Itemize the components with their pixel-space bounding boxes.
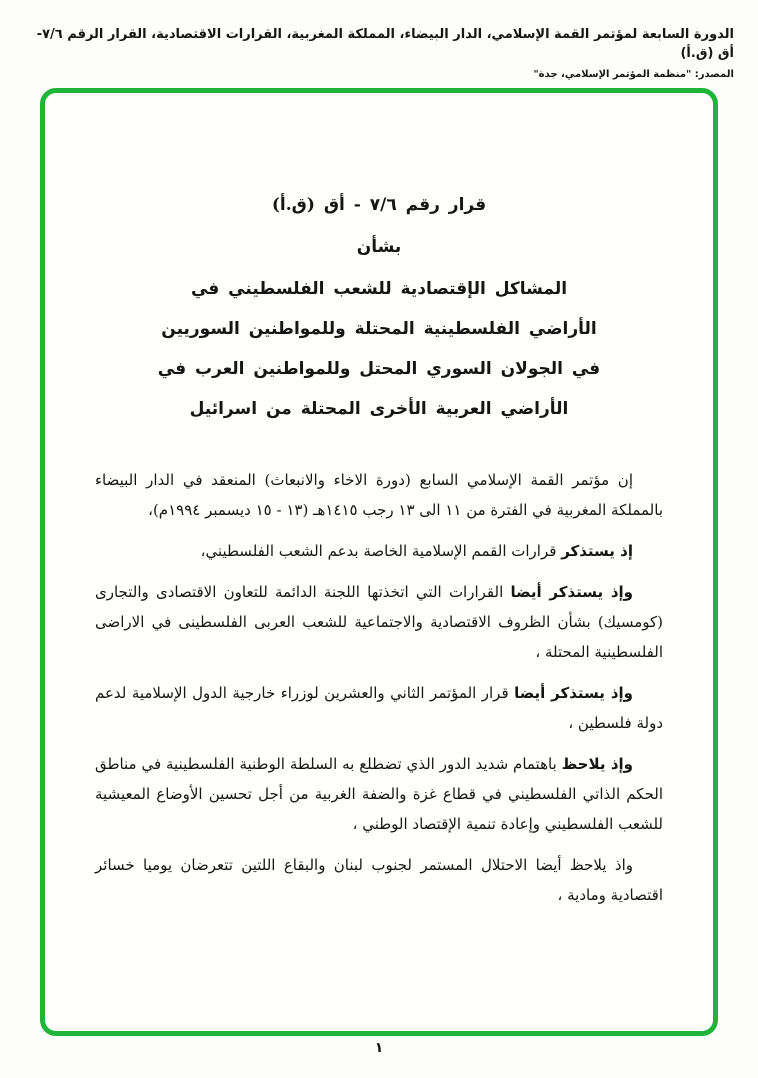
paragraph-text: قرار المؤتمر الثاني والعشرين لوزراء خارجية الدول الإسلامية لدعم دولة فلسطين ، <box>95 684 663 732</box>
header-citation-text: الدورة السابعة لمؤتمر القمة الإسلامي، الدار البيضاء، المملكة المغربية، القرارات الاقتصادية، القرار الرقم ٧/٦-أق (ق.أ) <box>36 27 734 61</box>
document-header <box>24 26 734 80</box>
title-regarding-line: بشأن <box>356 237 402 257</box>
title-subject-line: الأراضي الفلسطينية المحتلة وللمواطنين السوريين <box>161 319 597 339</box>
page-number: ١ <box>374 1040 384 1056</box>
paragraph-recalling <box>95 536 663 566</box>
paragraph-preamble <box>95 465 663 525</box>
title-subject-line: في الجولان السوري المحتل وللمواطنين العرب في <box>157 359 601 379</box>
resolution-number-line: قرار رقم ٧/٦ - أق (ق.أ) <box>271 195 487 215</box>
paragraph-lead: وإذ يستذكر أيضا <box>510 583 633 601</box>
paragraph-text: إن مؤتمر القمة الإسلامي السابع (دورة الاخاء والانبعاث) المنعقد في الدار البيضاء بالمملكة المغربية في الفترة من ١١ الى ١٣ رجب ١٤١٥هـ (١٣ - ١٥ ديسمبر ١٩٩٤م)، <box>95 471 663 519</box>
paragraph-lead: إذ يستذكر <box>561 542 633 560</box>
paragraph-lead: وإذ يلاحظ <box>561 755 633 773</box>
paragraph-text: واذ يلاحظ أيضا الاحتلال المستمر لجنوب لبنان والبقاع اللتين تتعرضان يوميا خسائر اقتصادية ومادية ، <box>95 856 663 904</box>
paragraph-recalling-also <box>95 678 663 738</box>
paragraph-lead: وإذ يستذكر أيضا <box>514 684 633 702</box>
page-border <box>40 88 718 1036</box>
document-page <box>45 93 713 910</box>
title-subject-line: المشاكل الإقتصادية للشعب الفلسطيني في <box>190 279 568 299</box>
title-subject-line: الأراضي العربية الأخرى المحتلة من اسرائيل <box>189 399 569 419</box>
paragraph-text: القرارات التي اتخذتها اللجنة الدائمة للتعاون الاقتصادى والتجارى (كومسيك) بشأن الظروف الاقتصادية والاجتماعية للشعب العربى الفلسطينى في الاراضى الفلسطينية المحتلة ، <box>95 583 663 661</box>
paragraph-text: قرارات القمم الإسلامية الخاصة بدعم الشعب الفلسطيني، <box>200 542 557 560</box>
paragraph-recalling-also <box>95 577 663 667</box>
paragraph-noting-also <box>95 850 663 910</box>
resolution-title-block <box>95 185 663 429</box>
resolution-body <box>95 465 663 910</box>
paragraph-text: باهتمام شديد الدور الذي تضطلع به السلطة الوطنية الفلسطينية في مناطق الحكم الذاتي الفلسطيني في قطاع غزة والضفة الغربية من أجل تحسين الأوضاع المعيشية للشعب الفلسطيني وإعادة تنمية الإقتصاد الوطني ، <box>95 755 663 833</box>
paragraph-noting <box>95 749 663 839</box>
header-source-text: المصدر: "منظمة المؤتمر الإسلامي، جدة" <box>533 68 734 80</box>
